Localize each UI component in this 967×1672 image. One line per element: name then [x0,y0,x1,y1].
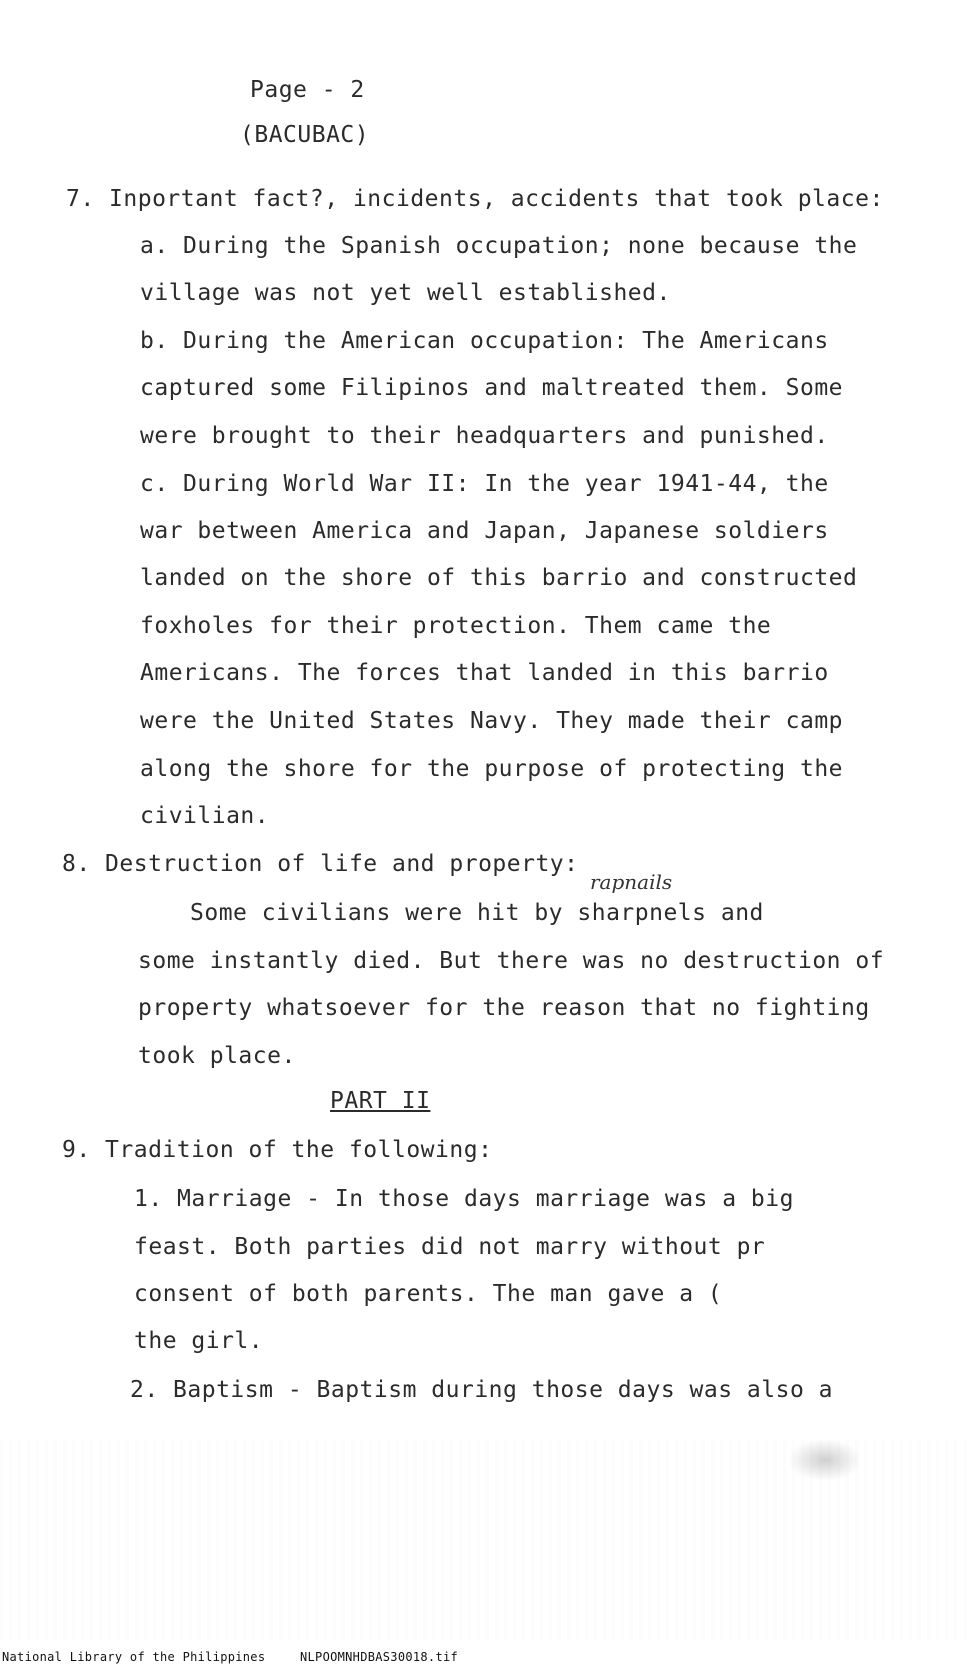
handwritten-correction: rapnails [590,870,673,894]
filename-footer: NLPOOMNHDBAS30018.tif [300,1650,459,1664]
section-9-line: 2. Baptism - Baptism during those days was also a [130,1377,834,1403]
section-7-line: landed on the shore of this barrio and constructed [140,565,858,591]
section-8-line: some instantly died. But there was no destruction of [138,948,885,974]
library-footer: National Library of the Philippines [2,1650,266,1664]
section-7-line: c. During World War II: In the year 1941-44, the [140,471,829,497]
page-number: Page - 2 [250,77,365,103]
section-8-line: took place. [138,1043,296,1069]
section-8-line: Some civilians were hit by sharpnels and [190,900,764,926]
barrio-name: (BACUBAC) [240,122,370,148]
section-9-line: consent of both parents. The man gave a ( [134,1281,723,1307]
scan-smudge [790,1440,860,1480]
section-7-heading: 7. Inportant fact?, incidents, accidents that took place: [66,186,884,212]
part-title: PART II [330,1088,431,1114]
section-7-line: captured some Filipinos and maltreated them. Some [140,375,844,401]
section-7-line: foxholes for their protection. Them came the [140,613,772,639]
section-8-heading: 8. Destruction of life and property: [62,851,579,877]
section-7-line: civilian. [140,803,270,829]
section-9-line: feast. Both parties did not marry without pr [134,1234,766,1260]
section-7-line: were brought to their headquarters and punished. [140,423,829,449]
section-9-line: 1. Marriage - In those days marriage was a big [134,1186,794,1212]
section-7-line: b. During the American occupation: The Americans [140,328,829,354]
section-7-line: a. During the Spanish occupation; none because the [140,233,858,259]
section-9-line: the girl. [134,1328,264,1354]
section-8-line: property whatsoever for the reason that no fighting [138,995,870,1021]
section-7-line: Americans. The forces that landed in this barrio [140,660,829,686]
section-9-heading: 9. Tradition of the following: [62,1137,493,1163]
section-7-line: along the shore for the purpose of protecting the [140,756,844,782]
section-7-line: war between America and Japan, Japanese soldiers [140,518,829,544]
section-7-line: were the United States Navy. They made their camp [140,708,844,734]
section-7-line: village was not yet well established. [140,280,671,306]
